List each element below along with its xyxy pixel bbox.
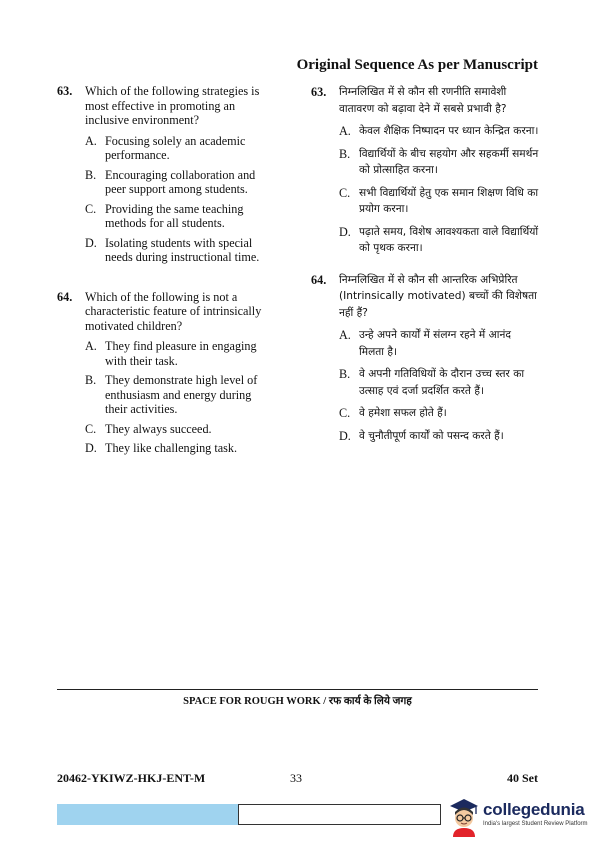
option-d xyxy=(339,224,539,257)
collegedunia-logo xyxy=(447,797,595,839)
option-label: B. xyxy=(85,373,97,387)
option-a xyxy=(85,339,275,368)
option-label: A. xyxy=(85,339,97,353)
footer-color-bar xyxy=(57,804,238,825)
option-d xyxy=(85,236,275,265)
brand-tagline: India's largest Student Review Platform xyxy=(483,821,588,827)
option-a xyxy=(85,134,275,163)
option-text: Encouraging collaboration and peer support among students. xyxy=(105,167,256,196)
student-mascot-icon xyxy=(447,797,481,837)
question-text: निम्नलिखित में से कौन सी रणनीति समावेशी वातावरण को बढ़ावा देने में सबसे प्रभावी है? xyxy=(339,86,507,115)
option-c xyxy=(85,422,275,437)
option-text: वे चुनौतीपूर्ण कार्यों को पसन्द करते हैं। xyxy=(359,429,504,442)
question-number: 63. xyxy=(311,85,327,99)
option-text: वे हमेशा सफल होते हैं। xyxy=(359,407,447,419)
option-text: They like challenging task. xyxy=(105,441,237,455)
question-64-hi xyxy=(311,272,539,445)
option-text: सभी विद्यार्थियों हेतु एक समान शिक्षण विधि का प्रयोग करना। xyxy=(359,186,539,215)
option-label: C. xyxy=(85,201,97,216)
option-label: A. xyxy=(339,124,351,138)
question-64-en xyxy=(57,290,275,456)
page-number: 33 xyxy=(290,771,302,785)
rough-work-label: SPACE FOR ROUGH WORK / रफ कार्य के लिये जगह xyxy=(183,696,412,707)
question-number: 64. xyxy=(311,272,327,287)
option-text: Isolating students with special needs during instructional time. xyxy=(105,235,260,264)
page-header: Original Sequence As per Manuscript xyxy=(296,57,538,73)
option-label: C. xyxy=(85,421,97,436)
question-number: 64. xyxy=(57,289,73,304)
option-label: B. xyxy=(339,367,351,381)
question-63-en xyxy=(57,84,275,265)
option-text: वे अपनी गतिविधियों के दौरान उच्च स्तर का उत्साह एवं दर्जा प्रदर्शित करते हैं। xyxy=(359,368,525,397)
option-d xyxy=(339,428,539,445)
option-label: C. xyxy=(339,406,351,420)
question-number: 63. xyxy=(57,84,73,98)
footer-box xyxy=(238,804,441,825)
option-text: केवल शैक्षिक निष्पादन पर ध्यान केन्द्रित करना। xyxy=(359,125,539,137)
question-text: Which of the following strategies is most effective in promoting an inclusive environment? xyxy=(85,84,260,127)
option-text: उन्हे अपने कार्यों में संलग्न रहने में आनंद मिलता है। xyxy=(359,329,511,358)
set-number: 40 Set xyxy=(507,771,538,785)
paper-code: 20462-YKIWZ-HKJ-ENT-M xyxy=(57,771,206,785)
option-d xyxy=(85,441,275,456)
option-label: B. xyxy=(339,146,351,161)
option-b xyxy=(85,168,275,197)
option-text: विद्यार्थियों के बीच सहयोग और सहकर्मी समर्थन को प्रोत्साहित करना। xyxy=(359,147,539,176)
option-a xyxy=(339,327,539,360)
option-c xyxy=(339,185,539,218)
option-text: पढ़ाते समय, विशेष आवश्यकता वाले विद्यार्थियों को पृथक करना। xyxy=(359,225,539,254)
hindi-column xyxy=(311,84,539,450)
english-column xyxy=(57,84,275,461)
brand-name: collegedunia xyxy=(483,800,585,819)
option-label: A. xyxy=(85,133,97,148)
question-text: Which of the following is not a characteristic feature of intrinsically motivated children? xyxy=(85,289,262,333)
option-c xyxy=(339,405,539,422)
option-text: They demonstrate high level of enthusiasm and energy during their activities. xyxy=(105,373,258,416)
option-b xyxy=(85,373,275,417)
option-label: D. xyxy=(339,224,351,239)
option-label: D. xyxy=(85,235,97,250)
option-text: Focusing solely an academic performance. xyxy=(105,133,246,162)
rough-work-divider xyxy=(57,689,538,690)
option-b xyxy=(339,366,539,399)
option-label: A. xyxy=(339,328,351,342)
question-text: निम्नलिखित में से कौन सी आन्तरिक अभिप्रेरित (Intrinsically motivated) बच्चों की विशेषता नहीं हैं? xyxy=(339,273,537,319)
question-63-hi xyxy=(311,84,539,257)
option-label: B. xyxy=(85,167,97,182)
option-text: Providing the same teaching methods for all students. xyxy=(105,201,244,230)
option-text: They always succeed. xyxy=(105,421,212,436)
option-a xyxy=(339,123,539,140)
option-text: They find pleasure in engaging with their task. xyxy=(105,339,257,368)
option-label: D. xyxy=(85,441,97,455)
option-label: C. xyxy=(339,185,351,200)
option-label: D. xyxy=(339,428,351,443)
option-c xyxy=(85,202,275,231)
option-b xyxy=(339,146,539,179)
